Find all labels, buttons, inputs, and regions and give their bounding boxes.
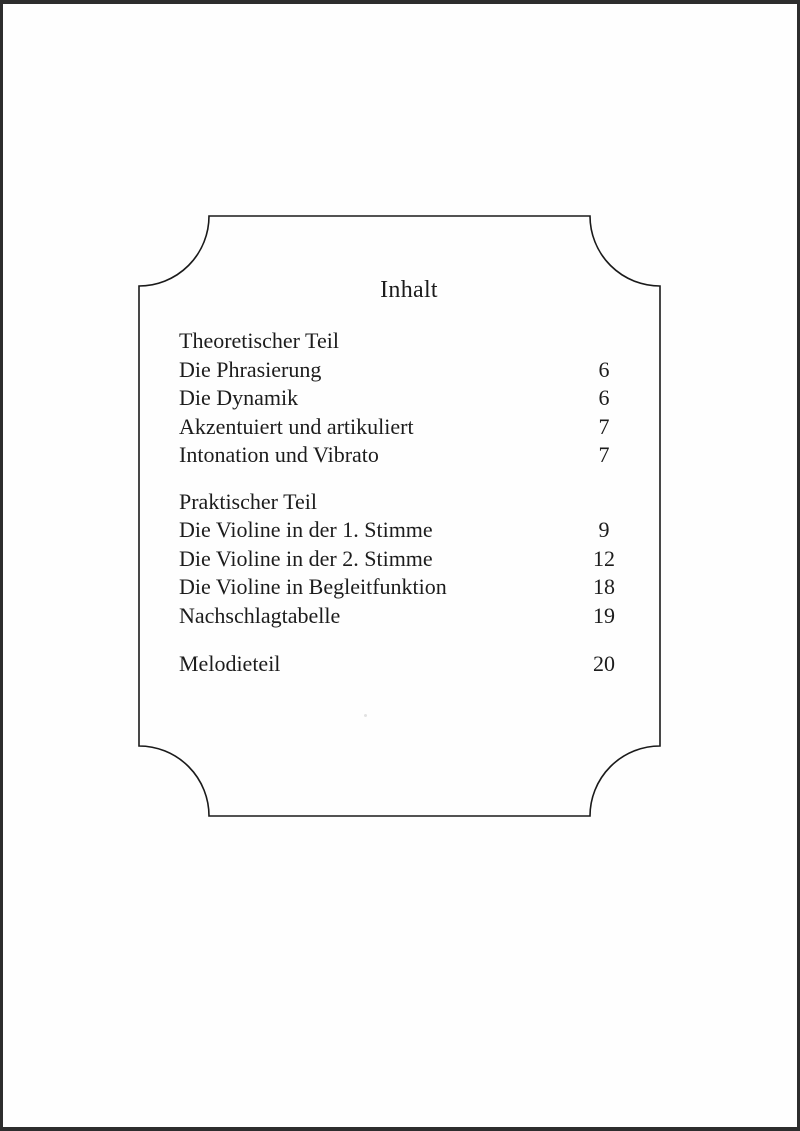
toc-entry-label: Die Violine in der 2. Stimme [179,545,433,571]
toc-entry-page: 12 [593,545,615,571]
toc-entry-label: Melodieteil [179,651,281,676]
section-gap [179,630,627,650]
toc-entry-page: 20 [593,651,615,676]
toc-row [179,573,627,602]
toc-entry-label: Die Phrasierung [179,356,322,382]
toc-entry-label: Die Violine in der 1. Stimme [179,517,433,542]
toc-entry-label: Praktischer Teil [179,488,317,514]
toc-entry-page: 7 [598,442,610,467]
table-of-contents [179,327,627,679]
scan-speck [364,714,367,717]
toc-entry-page: 19 [593,602,615,628]
page-title: Inhalt [380,277,438,303]
toc-entry-label: Intonation und Vibrato [179,442,379,467]
toc-entry-page: 7 [598,413,610,439]
toc-row [179,650,627,679]
toc-entry-label: Die Dynamik [179,385,299,410]
toc-entry-label: Akzentuiert und artikuliert [179,413,414,439]
toc-row [179,327,627,356]
toc-row [179,441,627,470]
toc-entry-page: 6 [598,385,610,410]
toc-row [179,488,627,517]
section-gap [179,470,627,488]
toc-row [179,545,627,574]
toc-row [179,516,627,545]
toc-row [179,356,627,385]
toc-entry-page: 6 [598,356,610,382]
toc-row [179,384,627,413]
toc-entry-label: Nachschlagtabelle [179,602,341,628]
toc-entry-page: 9 [598,517,610,542]
toc-row [179,413,627,442]
toc-row [179,602,627,631]
toc-entry-label: Die Violine in Begleitfunktion [179,574,447,599]
toc-entry-label: Theoretischer Teil [179,328,339,353]
toc-entry-page: 18 [593,574,615,599]
